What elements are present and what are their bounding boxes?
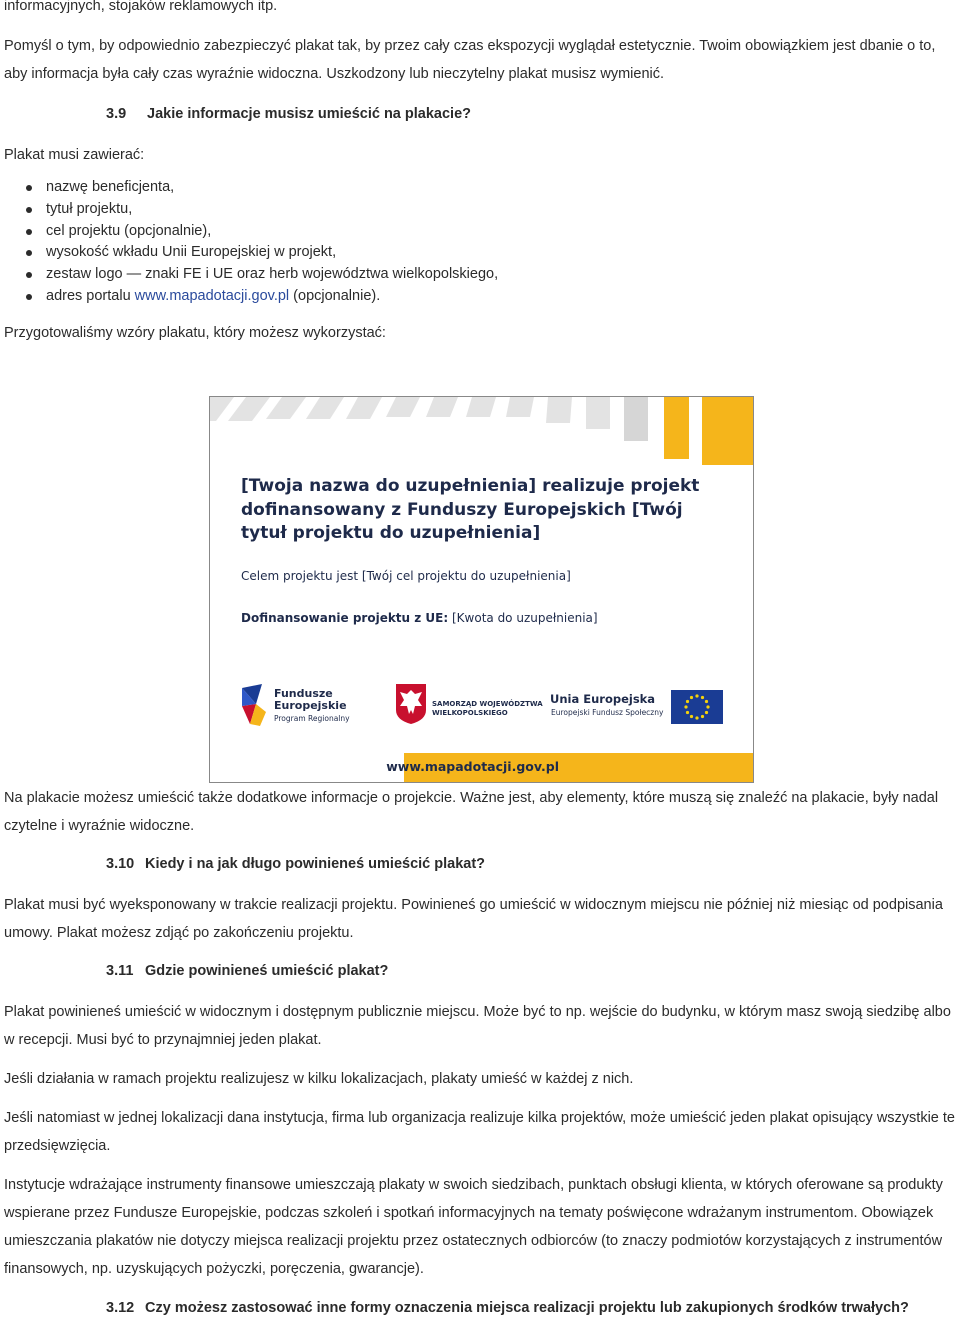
fe-program: Program Regionalny	[274, 714, 350, 723]
heading-3-9	[106, 104, 471, 124]
paragraph-multiple-projects: Jeśli natomiast w jednej lokalizacji dana instytucja, firma lub organizacja realizuje kilka projektów, może umieścić jeden plakat opisujący wszystkie te przedsięwzięcia.	[4, 1110, 955, 1154]
paragraph-poster-must-contain: Plakat musi zawierać:	[4, 147, 145, 163]
heading-number: 3.10	[106, 856, 135, 872]
list-item	[46, 286, 498, 308]
ue-name: Unia Europejska	[550, 692, 656, 706]
list-item: wysokość wkładu Unii Europejskiej w projekt,	[46, 242, 498, 264]
poster-title: [Twoja nazwa do uzupełnienia] realizuje projekt dofinansowany z Funduszy Europejskich [Twój tytuł projektu do uzupełnienia]	[241, 476, 700, 543]
poster-goal: Celem projektu jest [Twój cel projektu do uzupełnienia]	[241, 569, 571, 583]
ue-fund: Europejski Fundusz Społeczny	[551, 708, 664, 717]
list-item: nazwę beneficjenta,	[46, 177, 498, 199]
heading-number: 3.12	[106, 1300, 135, 1316]
intro-line: informacyjnych, stojaków reklamowych itp.	[4, 0, 278, 14]
paragraph-protect-poster: Pomyśl o tym, by odpowiednio zabezpieczyć plakat tak, by przez cały czas ekspozycji wyglądał estetycznie. Twoim obowiązkiem jest dbanie o to, aby informacja była cały czas wyraźnie widoczna. Uszkodzony lub nieczytelny plakat musisz wymienić.	[4, 38, 936, 82]
samorzad-wojewodztwa-logo	[396, 684, 543, 728]
eagle-coat-of-arms-icon	[396, 684, 426, 724]
heading-title: Czy możesz zastosować inne formy oznaczenia miejsca realizacji projektu lub zakupionych środków trwałych?	[145, 1300, 909, 1316]
heading-number: 3.11	[106, 963, 134, 979]
list-item-text: adres portalu	[46, 287, 135, 304]
poster-funding	[241, 611, 598, 625]
list-item: tytuł projektu,	[46, 199, 498, 221]
heading-3-10	[106, 854, 485, 874]
heading-3-12	[106, 1298, 909, 1318]
list-item-text: (opcjonalnie).	[289, 287, 381, 304]
paragraph-when-poster: Plakat musi być wyeksponowany w trakcie realizacji projektu. Powinieneś go umieścić w widocznym miejscu nie później niż miesiąc od podpisania umowy. Plakat możesz zdjąć po zakończeniu projektu.	[4, 897, 943, 941]
heading-title: Jakie informacje musisz umieścić na plakacie?	[147, 106, 471, 122]
logo-strip	[210, 682, 753, 732]
fe-name	[274, 688, 347, 712]
paragraph-where-poster: Plakat powinieneś umieścić w widocznym i dostępnym publicznie miejscu. Może być to np. wejście do budynku, w którym masz swoją siedzibę albo w recepcji. Musi być to przynajmniej jeden plakat.	[4, 1004, 951, 1048]
heading-title: Kiedy i na jak długo powinieneś umieścić plakat?	[145, 856, 486, 872]
mapadotacji-link[interactable]: www.mapadotacji.gov.pl	[134, 287, 290, 304]
poster-url-bar	[386, 753, 753, 782]
poster-url: www.mapadotacji.gov.pl	[386, 759, 559, 774]
paragraph-multiple-locations: Jeśli działania w ramach projektu realizujesz w kilku lokalizacjach, plakaty umieść w każdej z nich.	[4, 1071, 634, 1087]
paragraph-templates: Przygotowaliśmy wzóry plakatu, który możesz wykorzystać:	[4, 325, 386, 341]
fundusze-europejskie-logo	[240, 682, 350, 732]
eu-flag-icon	[671, 690, 723, 724]
funding-value: [Kwota do uzupełnienia]	[448, 611, 598, 625]
funding-label: Dofinansowanie projektu z UE:	[241, 611, 449, 625]
sw-line1: SAMORZĄD WOJEWÓDZTWA	[432, 700, 543, 708]
heading-number: 3.9	[106, 106, 127, 122]
paragraph-additional-info: Na plakacie możesz umieścić także dodatkowe informacje o projekcie. Ważne jest, aby elementy, które muszą się znaleźć na plakacie, były nadal czytelne i wyraźnie widoczne.	[4, 790, 939, 834]
poster-template	[209, 396, 754, 783]
fe-name-line2: Europejskie	[274, 699, 347, 712]
fe-name-line1: Fundusze	[274, 687, 333, 700]
list-item: zestaw logo — znaki FE i UE oraz herb województwa wielkopolskiego,	[46, 264, 498, 286]
sw-name	[432, 700, 543, 718]
paragraph-financial-instruments: Instytucje wdrażające instrumenty finansowe umieszczają plakaty w swoich siedzibach, punktach obsługi klienta, w których oferowane są produkty wspierane przez Fundusze Europejskie, podczas szkoleń i spotkań informacyjnych na tematy poświęcone wdrażanym instrumentom. Obowiązek umieszczania plakatów nie dotyczy miejsca realizacji projektu przez ostatecznych odbiorców (to znaczy podmiotów korzystających z instrumentów finansowych, np. uzyskujących pożyczki, poręczenia, gwarancje).	[4, 1177, 943, 1277]
fe-star-icon	[240, 682, 270, 728]
required-info-list	[46, 177, 498, 308]
poster-decoration	[210, 397, 753, 467]
sw-line2: WIELKOPOLSKIEGO	[432, 709, 508, 717]
heading-3-11	[106, 961, 388, 981]
list-item: cel projektu (opcjonalnie),	[46, 221, 498, 243]
heading-title: Gdzie powinieneś umieścić plakat?	[145, 963, 389, 979]
